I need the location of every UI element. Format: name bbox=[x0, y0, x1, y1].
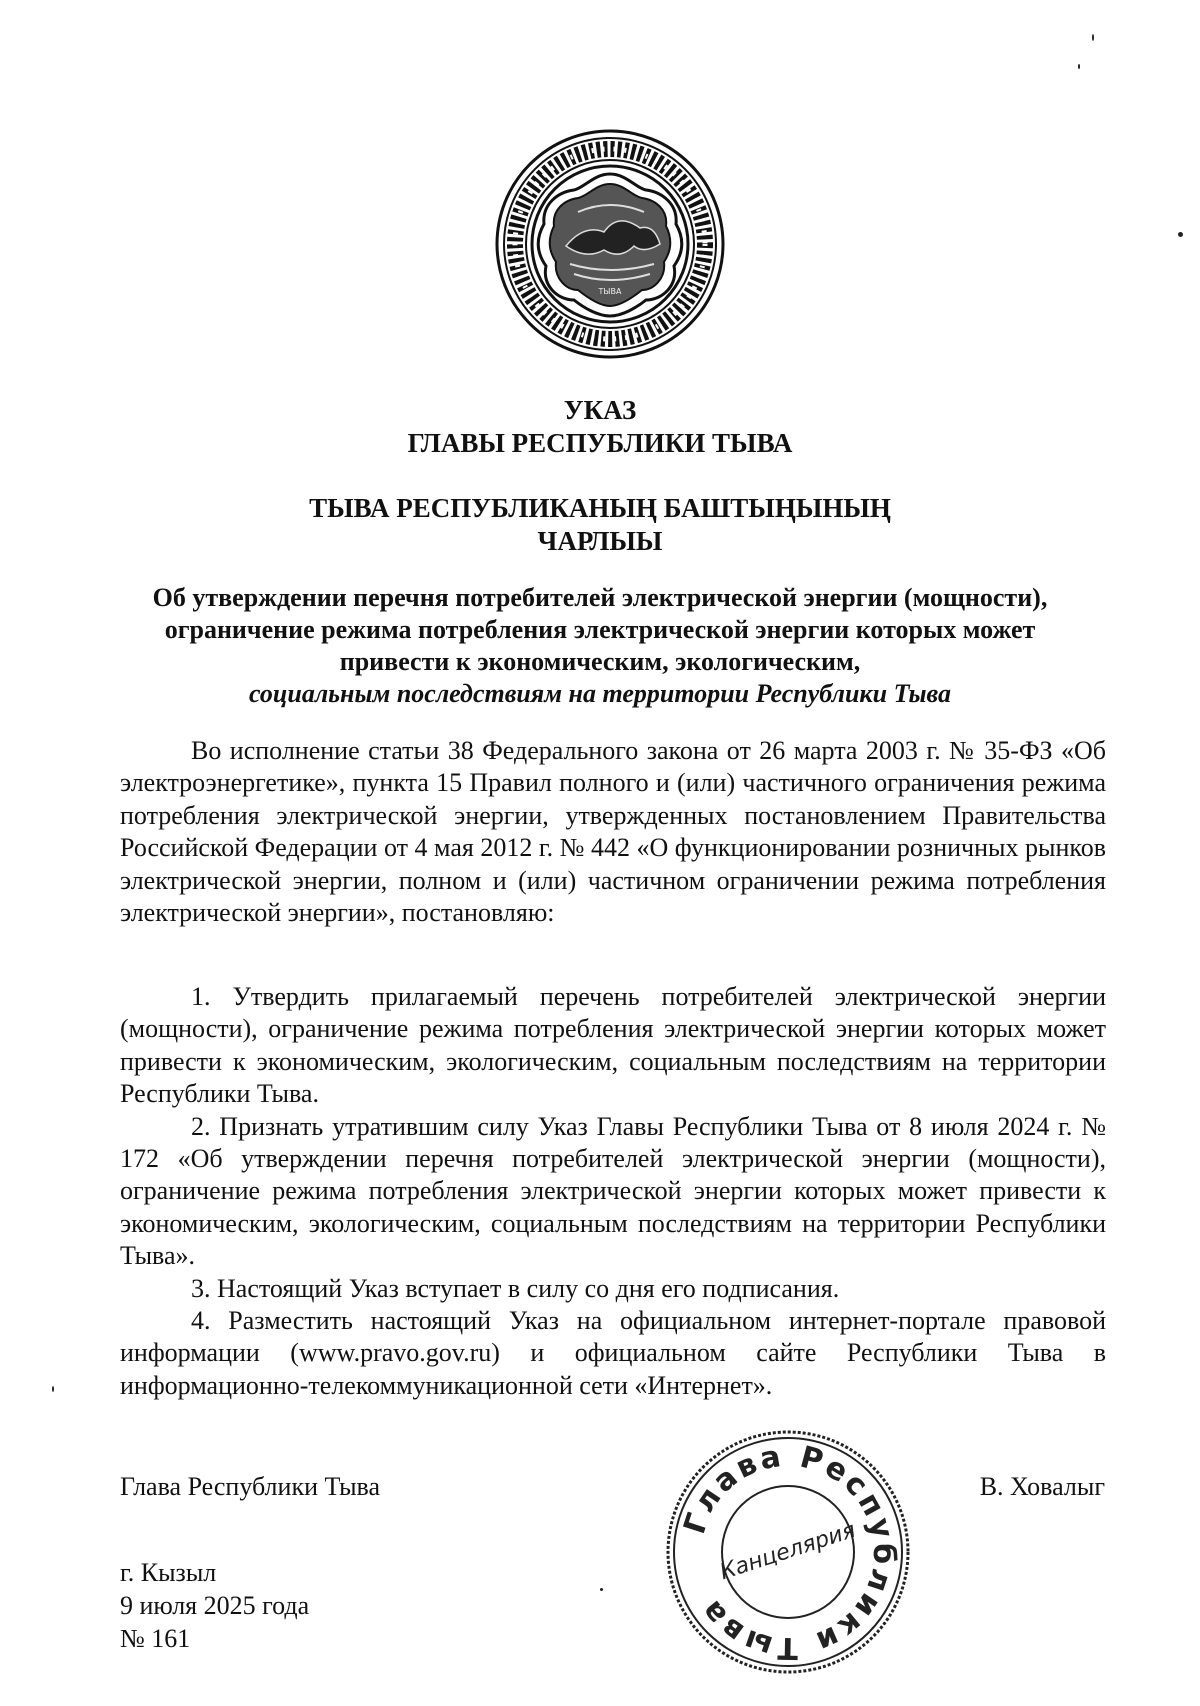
svg-text:ТЫВА: ТЫВА bbox=[598, 287, 622, 296]
scan-speck bbox=[1178, 232, 1183, 237]
decree-item-2: 2. Признать утратившим силу Указ Главы Республики Тыва от 8 июля 2024 г. № 172 «Об утверждении перечня потребителей электрической энергии (мощности), ограничение режима потребления электрической энергии которых может привести к экономическим, экологическим, социальным последствиям на территории Республики Тыва». bbox=[120, 1111, 1106, 1271]
preamble-block bbox=[120, 735, 1106, 929]
subject-line-3: привести к экономическим, экологическим, bbox=[339, 647, 861, 676]
issue-details bbox=[120, 1556, 309, 1655]
subject-line-4: социальным последствиям на территории Республики Тыва bbox=[249, 679, 951, 708]
decree-items bbox=[120, 981, 1106, 1402]
stamp-ring-text: Глава Республики Тыва bbox=[677, 1438, 902, 1666]
issue-city: г. Кызыл bbox=[120, 1558, 217, 1587]
document-title: УКАЗ bbox=[563, 395, 637, 425]
office-stamp bbox=[664, 1428, 912, 1676]
decree-item-3: 3. Настоящий Указ вступает в силу со дня его подписания. bbox=[191, 1273, 840, 1303]
subject-line-2: ограничение режима потребления электрической энергии которых может bbox=[164, 615, 1036, 644]
signatory-name: В. Ховалыг bbox=[979, 1472, 1105, 1501]
issue-number: № 161 bbox=[120, 1624, 191, 1653]
document-issuer: ГЛАВЫ РЕСПУБЛИКИ ТЫВА bbox=[407, 428, 793, 458]
issue-date: 9 июля 2025 года bbox=[120, 1591, 310, 1620]
scan-speck bbox=[1092, 34, 1094, 41]
document-title-tuvan-line2: ЧАРЛЫЫ bbox=[537, 526, 663, 556]
stamp-center-text: Канцелярия bbox=[717, 1517, 859, 1586]
decree-item-4: 4. Разместить настоящий Указ на официальном интернет-портале правовой информации (www.pravo.gov.ru) и официальном сайте Республики Тыва в информационно-телекоммуникационной сети «Интернет». bbox=[120, 1306, 1106, 1400]
signatory-position: Глава Республики Тыва bbox=[120, 1472, 381, 1501]
document-subject bbox=[120, 582, 1080, 710]
scan-speck bbox=[600, 1588, 603, 1591]
decree-item-1: 1. Утвердить прилагаемый перечень потребителей электрической энергии (мощности), ограничение режима потребления электрической энергии которых может привести к экономическим, экологическим, социальным последствиям на территории Республики Тыва. bbox=[120, 982, 1106, 1109]
preamble-paragraph: Во исполнение статьи 38 Федерального закона от 26 марта 2003 г. № 35-ФЗ «Об электроэнергетике», пункта 15 Правил полного и (или) частичного ограничения режима потребления электрической энергии, утвержденных постановлением Правительства Российской Федерации от 4 мая 2012 г. № 442 «О функционировании розничных рынков электрической энергии, полном и (или) частичном ограничении режима потребления электрической энергии», постановляю: bbox=[120, 736, 1106, 928]
subject-line-1: Об утверждении перечня потребителей электрической энергии (мощности), bbox=[152, 583, 1048, 612]
scan-speck bbox=[52, 1386, 54, 1392]
document-title-tuvan-line1: ТЫВА РЕСПУБЛИКАНЫҢ БАШТЫҢЫНЫҢ bbox=[309, 493, 891, 523]
scan-speck bbox=[1078, 64, 1080, 69]
coat-of-arms-emblem bbox=[494, 128, 726, 360]
